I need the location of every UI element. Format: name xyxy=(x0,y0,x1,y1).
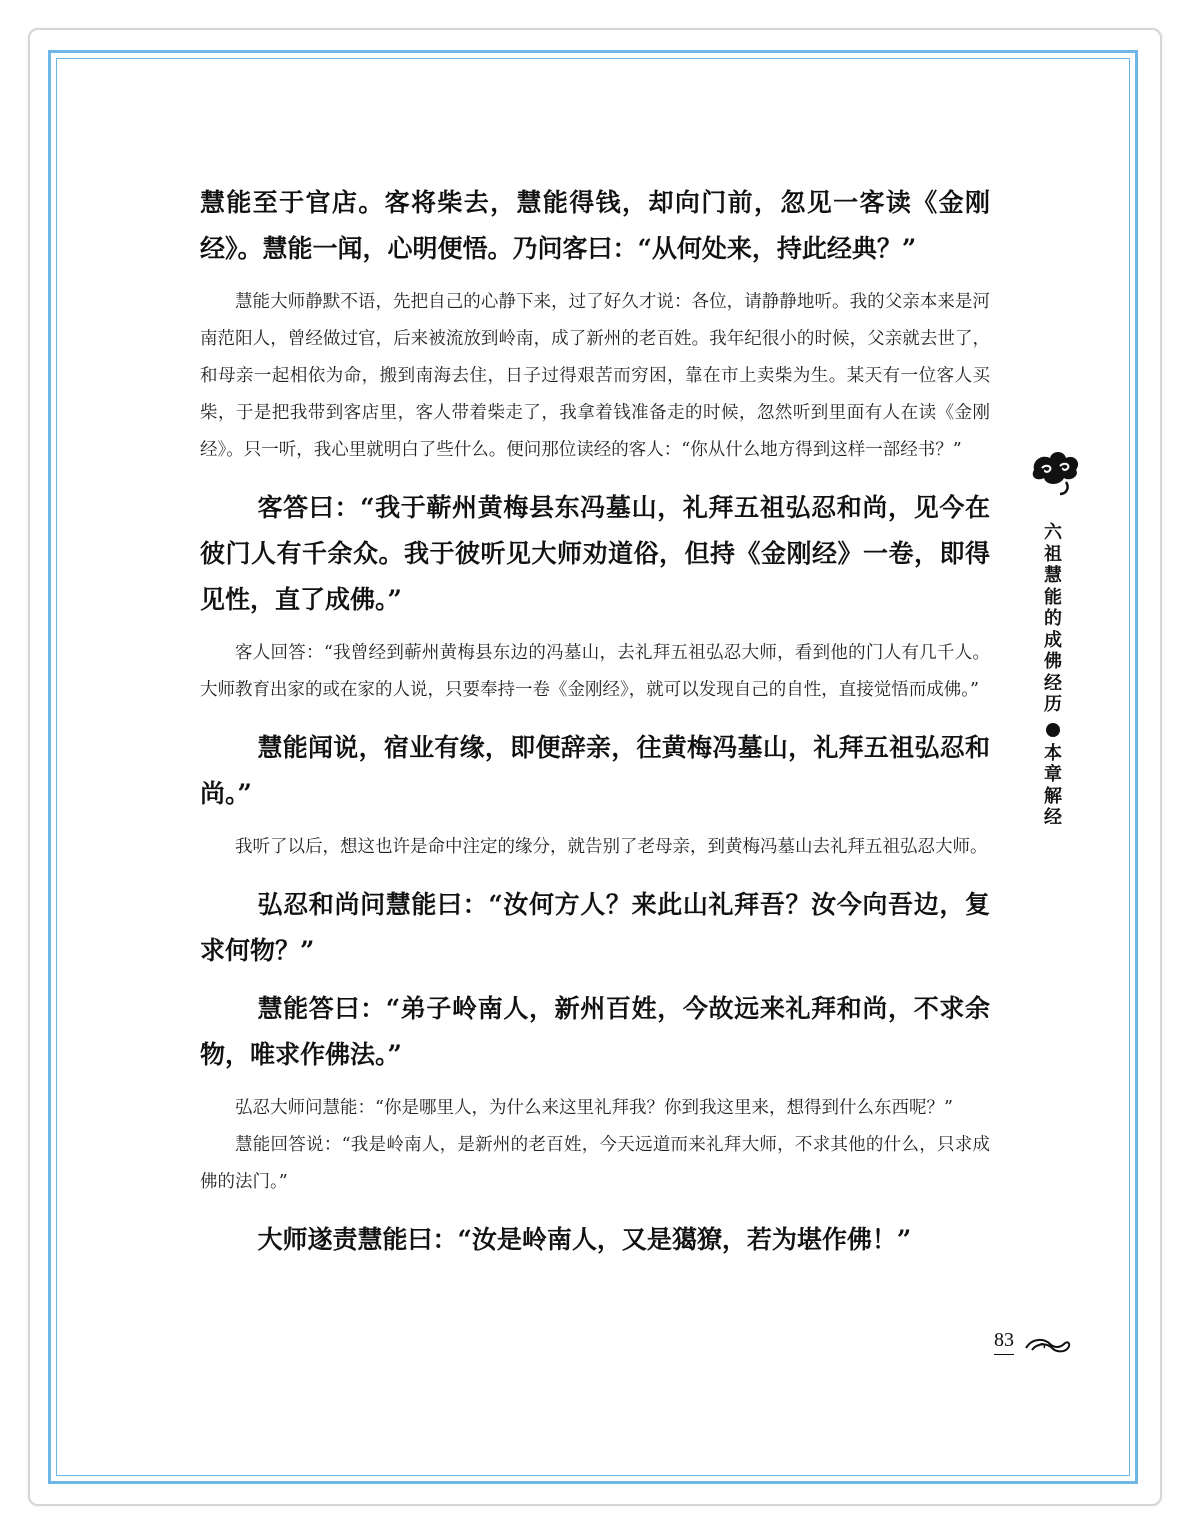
classic-text: 慧能至于官店。客将柴去，慧能得钱，却向门前，忽见一客读《金刚经》。慧能一闻，心明便悟。乃问客曰：“从何处来，持此经典？” xyxy=(200,188,990,263)
bullet-dot-icon xyxy=(1046,723,1060,737)
scroll-ornament-icon xyxy=(1024,1334,1072,1356)
translation-text: 我听了以后，想这也许是命中注定的缘分，就告别了老母亲，到黄梅冯墓山去礼拜五祖弘忍大师。 xyxy=(235,837,988,857)
side-title-main: 六祖慧能的成佛经历 xyxy=(1044,522,1062,715)
classic-text: 客答曰：“我于蕲州黄梅县东冯墓山，礼拜五祖弘忍和尚，见今在彼门人有千余众。我于彼听见大师劝道俗，但持《金刚经》一卷，即得见性，直了成佛。” xyxy=(200,493,990,614)
classic-text: 弘忍和尚问慧能曰：“汝何方人？来此山礼拜吾？汝今向吾边，复求何物？” xyxy=(200,890,990,965)
classic-text: 慧能闻说，宿业有缘，即便辞亲，往黄梅冯墓山，礼拜五祖弘忍和尚。” xyxy=(200,733,990,808)
page-content xyxy=(200,180,990,1263)
translation-text: 慧能大师静默不语，先把自己的心静下来，过了好久才说：各位，请静静地听。我的父亲本来是河南范阳人，曾经做过官，后来被流放到岭南，成了新州的老百姓。我年纪很小的时候，父亲就去世了，和母亲一起相依为命，搬到南海去住，日子过得艰苦而穷困，靠在市上卖柴为生。某天有一位客人买柴，于是把我带到客店里，客人带着柴走了，我拿着钱准备走的时候，忽然听到里面有人在读《金刚经》。只一听，我心里就明白了些什么。便问那位读经的客人：“你从什么地方得到这样一部经书？” xyxy=(200,292,990,460)
page-number: 83 xyxy=(994,1328,1014,1355)
classic-text: 慧能答曰：“弟子岭南人，新州百姓，今故远来礼拜和尚，不求余物，唯求作佛法。” xyxy=(200,994,990,1069)
translation-text: 客人回答：“我曾经到蕲州黄梅县东边的冯墓山，去礼拜五祖弘忍大师，看到他的门人有几千人。大师教育出家的或在家的人说，只要奉持一卷《金刚经》，就可以发现自己的自性，直接觉悟而成佛。” xyxy=(200,643,990,700)
translation-text: 弘忍大师问慧能：“你是哪里人，为什么来这里礼拜我？你到我这里来，想得到什么东西呢？” xyxy=(235,1098,953,1118)
cloud-ornament-icon xyxy=(1026,440,1086,500)
side-title-sub: 本章解经 xyxy=(1044,742,1062,828)
classic-text: 大师遂责慧能曰：“汝是岭南人，又是獦獠，若为堪作佛！” xyxy=(257,1225,912,1254)
side-chapter-title xyxy=(1040,522,1066,829)
translation-text: 慧能回答说：“我是岭南人，是新州的老百姓，今天远道而来礼拜大师，不求其他的什么，只求成佛的法门。” xyxy=(200,1135,990,1192)
